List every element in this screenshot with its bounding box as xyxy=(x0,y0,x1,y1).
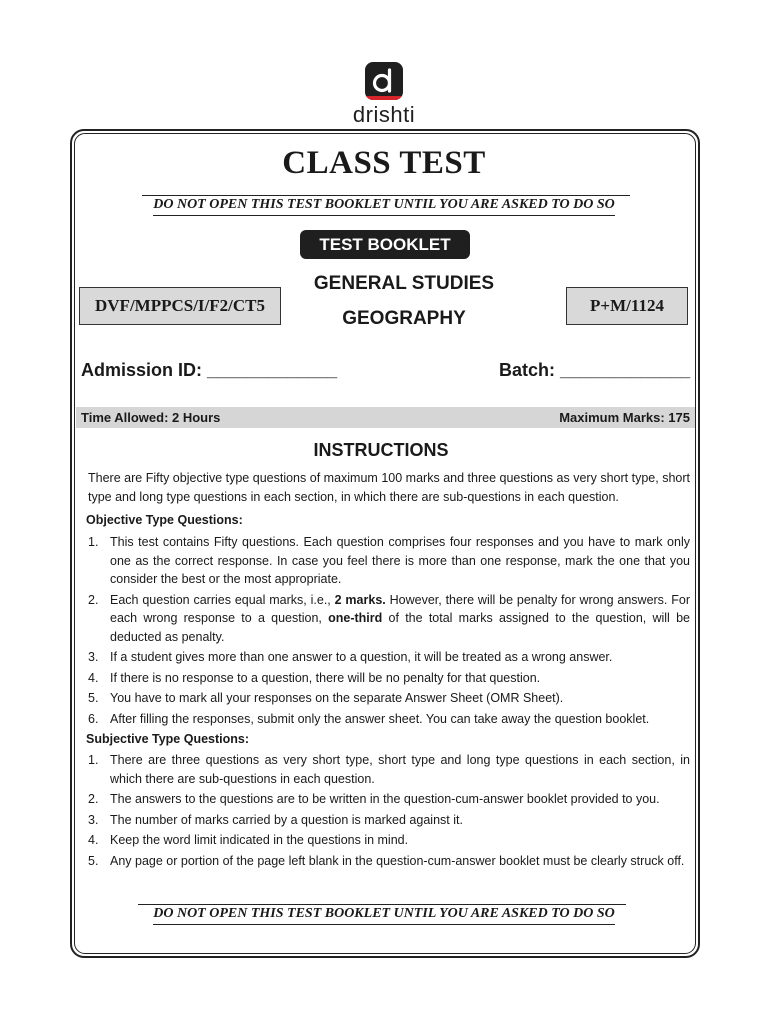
instructions-intro: There are Fifty objective type questions of maximum 100 marks and three questions as very short type, short type and long type questions in each section, in which there are sub-questions in each question. xyxy=(88,471,690,504)
warning-top: DO NOT OPEN THIS TEST BOOKLET UNTIL YOU ARE ASKED TO DO SO xyxy=(0,197,768,216)
subject-subtitle: GEOGRAPHY xyxy=(342,308,466,329)
list-item: 4. If there is no response to a question, there will be no penalty for that question. xyxy=(88,670,541,685)
top-rule xyxy=(142,195,630,196)
subjective-list xyxy=(88,751,690,870)
exam-info-strip xyxy=(76,407,695,428)
list-item: 3. The number of marks carried by a question is marked against it. xyxy=(88,812,463,827)
list-item: 1. This test contains Fifty questions. Each question comprises four responses and you have to mark only one as the correct response. In case you feel there is more than one response, mark the one that you consider the best or the most appropriate. xyxy=(88,535,690,586)
objective-heading: Objective Type Questions: xyxy=(86,513,243,527)
bottom-rule xyxy=(138,904,626,905)
list-item: 3. If a student gives more than one answer to a question, it will be treated as a wrong answer. xyxy=(88,650,613,664)
batch-field[interactable]: Batch: _____________ xyxy=(499,360,691,380)
page-title: CLASS TEST xyxy=(282,145,486,181)
logo-wordmark: drishti xyxy=(352,102,416,127)
batch-code-box: P+M/1124 xyxy=(566,287,688,325)
admission-id-field[interactable]: Admission ID: _____________ xyxy=(81,360,338,380)
drishti-d-icon xyxy=(365,62,403,100)
warning-bottom: DO NOT OPEN THIS TEST BOOKLET UNTIL YOU ARE ASKED TO DO SO xyxy=(0,906,768,925)
test-booklet-badge: TEST BOOKLET xyxy=(300,230,470,259)
list-item: 4. Keep the word limit indicated in the questions in mind. xyxy=(88,833,409,847)
list-item: 5. You have to mark all your responses on the separate Answer Sheet (OMR Sheet). xyxy=(88,691,564,705)
subject-title: GENERAL STUDIES xyxy=(313,273,495,294)
subjective-heading: Subjective Type Questions: xyxy=(86,732,250,746)
list-item: 2. Each question carries equal marks, i.e., 2 marks. However, there will be penalty for wrong answers. For each wrong response to a question, one-third of the total marks assigned to the question, will be deducted as penalty. xyxy=(88,592,691,644)
list-item: 5. Any page or portion of the page left blank in the question-cum-answer booklet must be clearly struck off. xyxy=(88,853,685,868)
objective-list xyxy=(88,533,690,728)
test-code-box: DVF/MPPCS/I/F2/CT5 xyxy=(79,287,281,325)
list-item: 1. There are three questions as very short type, short type and long type questions in each section, in which there are sub-questions in each question. xyxy=(88,753,690,786)
list-item: 6. After filling the responses, submit only the answer sheet. You can take away the question booklet. xyxy=(88,711,650,726)
drishti-logo xyxy=(0,62,768,128)
time-allowed: Time Allowed: 2 Hours xyxy=(81,410,221,425)
instructions-heading: INSTRUCTIONS xyxy=(313,440,449,460)
list-item: 2. The answers to the questions are to be written in the question-cum-answer booklet provided to you. xyxy=(88,792,660,806)
maximum-marks: Maximum Marks: 175 xyxy=(559,410,690,425)
